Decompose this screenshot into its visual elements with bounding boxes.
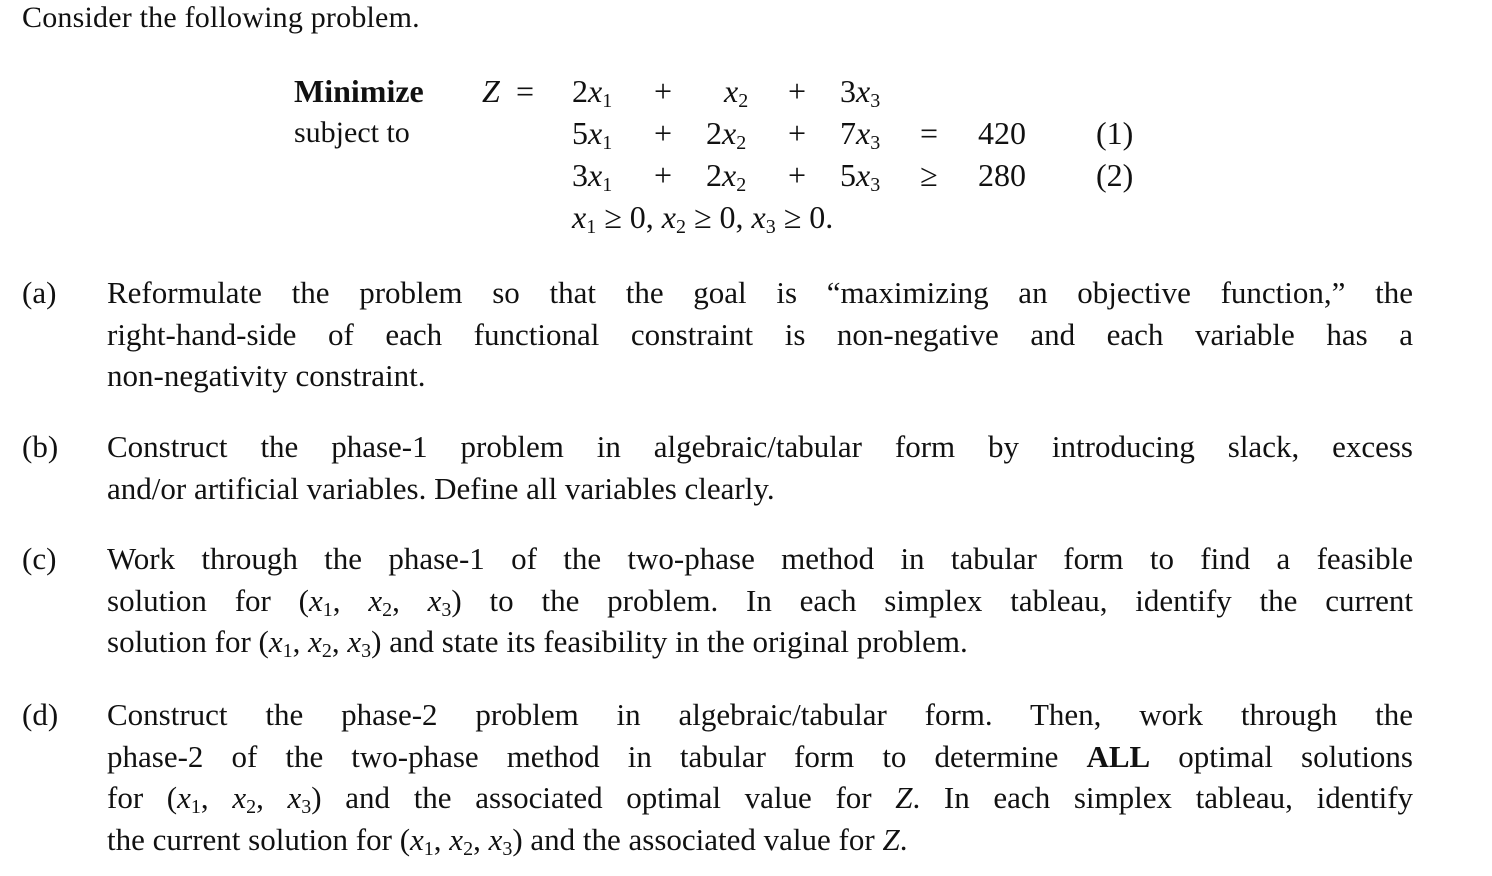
term: $3x_1$: [572, 157, 613, 196]
constraint-label: (1): [1096, 115, 1134, 151]
text-line: solution for ($x_1$, $x_2$, $x_3$) and state its feasibility in the original problem.: [107, 624, 968, 662]
text-line: Construct the phase-2 problem in algebraic/tabular form. Then, work through the: [107, 697, 1413, 732]
question-text: [107, 426, 1413, 509]
term: $2x_2$: [706, 115, 747, 154]
objective-equals: =: [516, 73, 535, 109]
relation: =: [920, 115, 939, 151]
text-line: right-hand-side of each functional constraint is non-negative and each variable has a: [107, 316, 1413, 352]
text-line: Work through the phase-1 of the two-phase method in tabular form to find a feasible: [107, 541, 1413, 576]
term: $5x_3$: [840, 157, 881, 196]
rhs-value: 420: [978, 115, 1026, 151]
text-line: Construct the phase-1 problem in algebraic/tabular form by introducing slack, excess: [107, 429, 1413, 464]
objective-keyword: Minimize: [294, 73, 424, 109]
term: $2x_2$: [706, 157, 747, 196]
text-line: non-negativity constraint.: [107, 358, 426, 393]
nonnegativity-constraints: $x_1 \ge 0$, $x_2 \ge 0$, $x_3 \ge 0$.: [572, 199, 834, 238]
term: $x_2$: [724, 73, 749, 112]
question-text: [107, 538, 1413, 663]
relation: ≥: [920, 157, 938, 193]
objective-row: [292, 70, 1152, 112]
operator: +: [654, 157, 673, 193]
constraint-label: (2): [1096, 157, 1134, 193]
text-line: the current solution for ($x_1$, $x_2$, $x_3$) and the associated value for Z.: [107, 821, 908, 860]
term: $3x_3$: [840, 73, 881, 112]
term: $5x_1$: [572, 115, 613, 154]
objective-variable: Z: [482, 73, 500, 109]
lp-formulation: [292, 70, 1152, 240]
intro-text: Consider the following problem.: [22, 1, 420, 34]
rhs-value: 280: [978, 157, 1026, 193]
operator: +: [654, 115, 673, 151]
text-line: Reformulate the problem so that the goal is “maximizing an objective function,” the: [107, 275, 1413, 310]
operator: +: [788, 157, 807, 193]
term: $7x_3$: [840, 115, 881, 154]
text-line: phase-2 of the two-phase method in tabular form to determine ALL optimal solutions: [107, 738, 1413, 774]
question-label: (d): [22, 697, 59, 732]
operator: +: [788, 73, 807, 109]
question-text: [107, 694, 1413, 860]
constraint-row: [292, 154, 1152, 196]
text-line: solution for ($x_1$, $x_2$, $x_3$) to the problem. In each simplex tableau, identify the current: [107, 582, 1413, 621]
nonnegativity-row: [292, 196, 1152, 238]
operator: +: [788, 115, 807, 151]
operator: +: [654, 73, 673, 109]
question-label: (a): [22, 275, 57, 310]
question-label: (b): [22, 429, 59, 464]
term: $2x_1$: [572, 73, 613, 112]
text-line: and/or artificial variables. Define all variables clearly.: [107, 470, 775, 506]
constraint-row: [292, 112, 1152, 154]
subject-to-label: subject to: [294, 116, 410, 149]
text-line: for ($x_1$, $x_2$, $x_3$) and the associated optimal value for Z. In each simplex tableau, identify: [107, 780, 1414, 818]
question-label: (c): [22, 541, 57, 576]
question-text: [107, 272, 1413, 397]
